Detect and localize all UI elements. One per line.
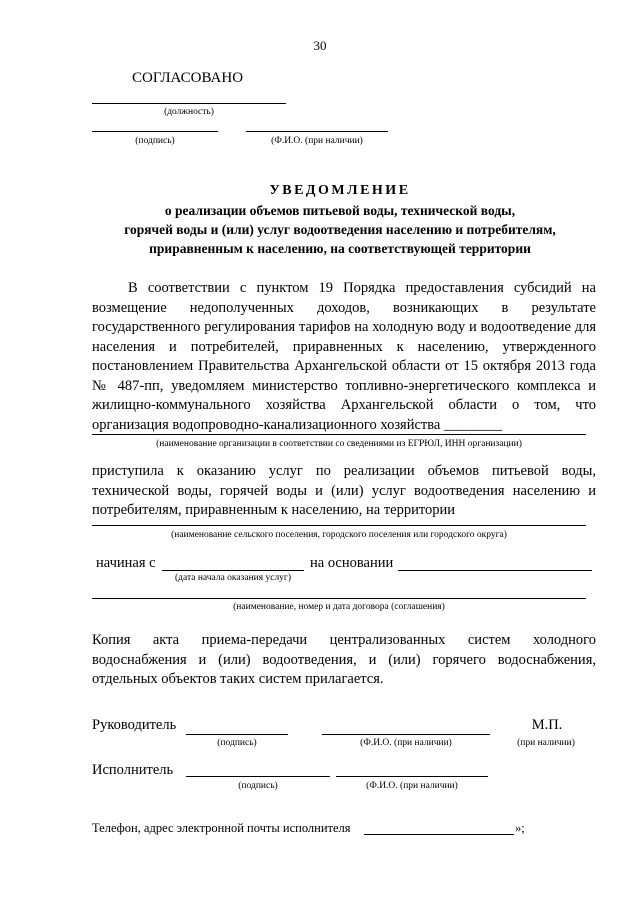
document-subtitle <box>60 201 620 258</box>
head-name-line[interactable] <box>322 734 490 735</box>
executor-name-caption: (Ф.И.О. (при наличии) <box>366 781 458 791</box>
start-date-caption: (дата начала оказания услуг) <box>175 573 291 583</box>
org-name-line[interactable] <box>92 434 586 435</box>
contact-end: »; <box>515 821 525 835</box>
full-name-caption: (Ф.И.О. (при наличии) <box>271 136 363 146</box>
position-line[interactable] <box>92 103 286 104</box>
head-label: Руководитель <box>92 717 177 733</box>
executor-label: Исполнитель <box>92 762 174 778</box>
stamp-label: М.П. <box>531 717 563 733</box>
starting-from-label: начиная с <box>96 555 156 571</box>
full-name-line[interactable] <box>246 131 388 132</box>
contact-line[interactable] <box>364 834 514 835</box>
start-date-line[interactable] <box>162 570 304 571</box>
org-name-caption: (наименование организации в соответствии со сведениями из ЕГРЮЛ, ИНН организации) <box>156 439 522 449</box>
position-caption: (должность) <box>164 107 214 117</box>
contract-caption: (наименование, номер и дата договора (соглашения) <box>233 602 445 612</box>
body-paragraph-3: Копия акта приема-передачи централизованных систем холодного водоснабжения и (или) водоотведения, и (или) горячего водоснабжения, отдельных объектов таких систем прилагается. <box>92 632 596 687</box>
document-title: УВЕДОМЛЕНИЕ <box>269 183 411 198</box>
subtitle-line: приравненным к населению, на соответствующей территории <box>149 241 531 256</box>
head-name-caption: (Ф.И.О. (при наличии) <box>360 738 452 748</box>
basis-line[interactable] <box>398 570 592 571</box>
head-signature-line[interactable] <box>186 734 288 735</box>
on-basis-label: на основании <box>310 555 394 571</box>
stamp-caption: (при наличии) <box>517 738 575 748</box>
subtitle-line: горячей воды и (или) услуг водоотведения населению и потребителям, <box>124 222 556 237</box>
page-number: 30 <box>313 38 327 53</box>
executor-signature-line[interactable] <box>186 776 330 777</box>
territory-caption: (наименование сельского поселения, городского поселения или городского округа) <box>171 530 507 540</box>
signature-caption: (подпись) <box>135 136 175 146</box>
signature-line[interactable] <box>92 131 218 132</box>
subtitle-line: о реализации объемов питьевой воды, технической воды, <box>164 203 516 218</box>
executor-signature-caption: (подпись) <box>238 781 278 791</box>
approval-heading: СОГЛАСОВАНО <box>132 70 244 86</box>
executor-name-line[interactable] <box>336 776 488 777</box>
body-paragraph-2: приступила к оказанию услуг по реализации объемов питьевой воды, технической воды, горячей воды и (или) услуг водоотведения населению и потребителям, приравненным к населению, на территории <box>92 463 596 518</box>
territory-line[interactable] <box>92 525 586 526</box>
contract-line[interactable] <box>92 598 586 599</box>
head-signature-caption: (подпись) <box>217 738 257 748</box>
body-paragraph-1: В соответствии с пунктом 19 Порядка предоставления субсидий на возмещение недополученных доходов, возникающих в результате государственного регулирования тарифов на холодную воду и водоотведение для населения и потребителей, приравненных к населению, утвержденного постановлением Правительства Архангельской области от 15 октября 2013 года № 487-пп, уведомляем министерство топливно-энергетического комплекса и жилищно-коммунального хозяйства Архангельской области о том, что организация водопроводно-канализационного хозяйства ________ <box>92 280 596 433</box>
contact-label: Телефон, адрес электронной почты исполнителя <box>92 821 351 835</box>
